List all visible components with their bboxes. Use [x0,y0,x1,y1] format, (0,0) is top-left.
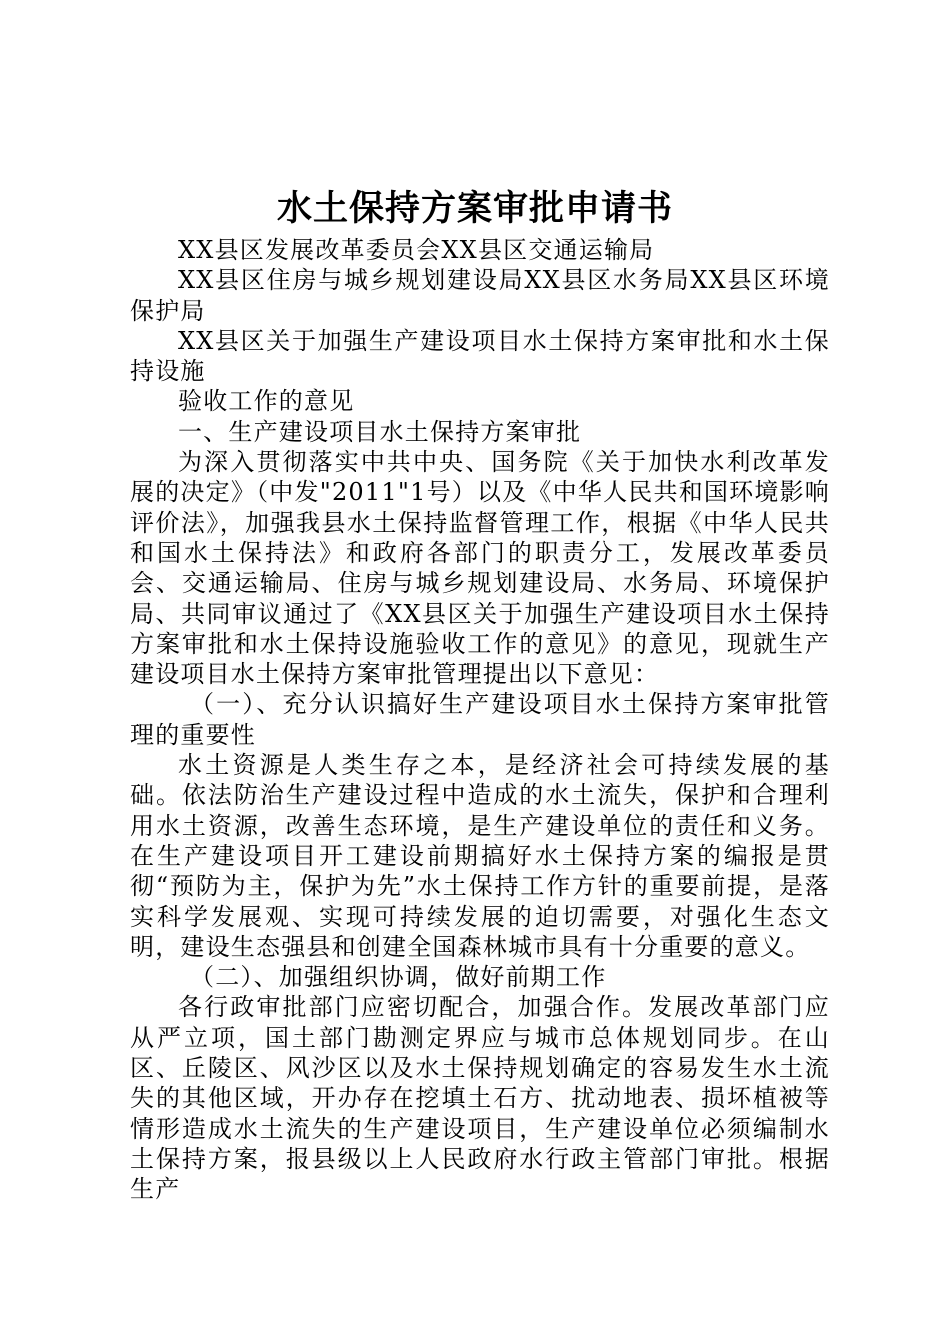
paragraph: 为深入贯彻落实中共中央、国务院《关于加快水利改革发展的决定》（中发"2011"1号）以及《中华人民共和国环境影响评价法》，加强我县水土保持监督管理工作，根据《中华人民共和国水土保持法》和政府各部门的职责分工，发展改革委员会、交通运输局、住房与城乡规划建设局、水务局、环境保护局、共同审议通过了《XX县区关于加强生产建设项目水土保持方案审批和水土保持设施验收工作的意见》的意见，现就生产建设项目水土保持方案审批管理提出以下意见： [130,448,830,689]
paragraph: 水土资源是人类生存之本，是经济社会可持续发展的基础。依法防治生产建设过程中造成的水土流失，保护和合理利用水土资源，改善生态环境，是生产建设单位的责任和义务。在生产建设项目开工建设前期搞好水土保持方案的编报是贯彻“预防为主，保护为先”水土保持工作方针的重要前提，是落实科学发展观、实现可持续发展的迫切需要，对强化生态文明，建设生态强县和创建全国森林城市具有十分重要的意义。 [130,751,830,961]
paragraph: 验收工作的意见 [178,387,355,416]
paragraph: 各行政审批部门应密切配合，加强合作。发展改革部门应从严立项，国土部门勘测定界应与城市总体规划同步。在山区、丘陵区、风沙区以及水土保持规划确定的容易发生水土流失的其他区域，开办存在挖填土石方、扰动地表、损坏植被等情形造成水土流失的生产建设项目，生产建设单位必须编制水土保持方案，报县级以上人民政府水行政主管部门审批。根据生产 [130,993,830,1204]
document-body [130,235,830,1205]
subsection-heading: （二）、加强组织协调，做好前期工作 [190,963,607,992]
section-heading: 一、生产建设项目水土保持方案审批 [178,417,582,446]
document-title: 水土保持方案审批申请书 [276,189,673,229]
paragraph: XX县区关于加强生产建设项目水土保持方案审批和水土保持设施 [130,326,830,386]
paragraph: XX县区住房与城乡规划建设局XX县区水务局XX县区环境保护局 [130,266,830,325]
subsection-heading: （一）、充分认识搞好生产建设项目水土保持方案审批管理的重要性 [130,690,830,749]
paragraph: XX县区发展改革委员会XX县区交通运输局 [178,236,655,264]
